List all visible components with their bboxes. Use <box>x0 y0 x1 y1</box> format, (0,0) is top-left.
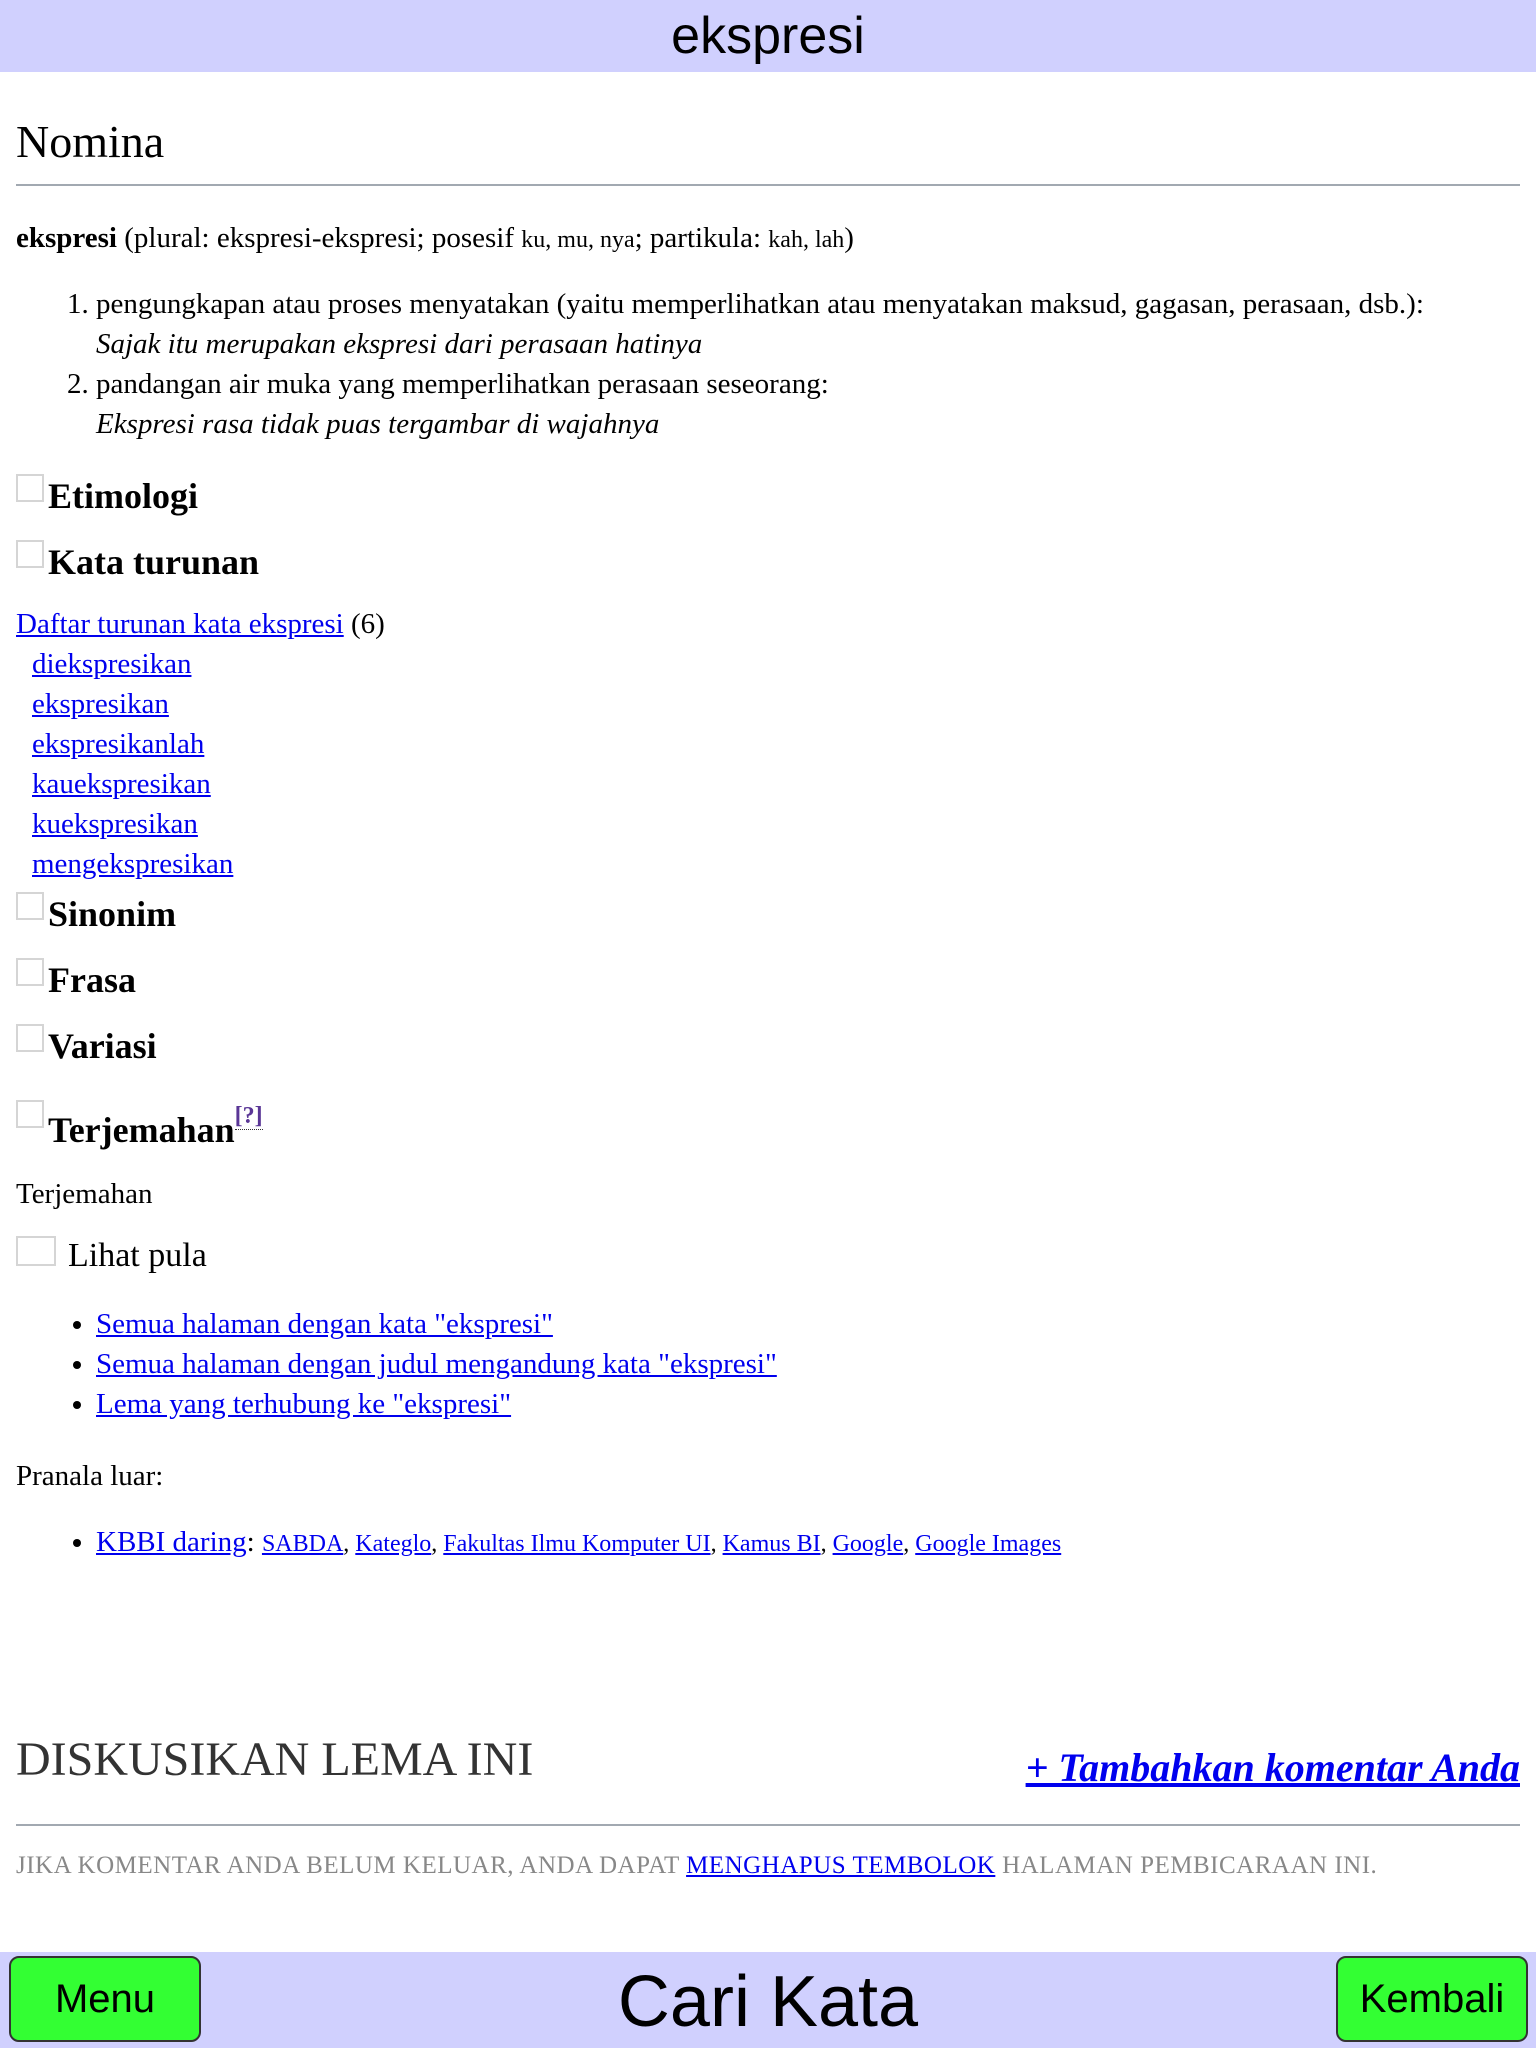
derived-words <box>16 604 1520 884</box>
help-link[interactable]: [?] <box>234 1103 263 1129</box>
sense-example: Sajak itu merupakan ekspresi dari perasaan hatinya <box>96 328 703 360</box>
add-comment-link[interactable]: + Tambahkan komentar Anda <box>1025 1745 1520 1790</box>
notice-text-end: HALAMAN PEMBICARAAN INI. <box>995 1852 1378 1879</box>
external-links-list <box>16 1522 1520 1564</box>
section-title: Frasa <box>48 960 136 1000</box>
google-images-link[interactable]: Google Images <box>915 1531 1062 1557</box>
discussion-heading: DISKUSIKAN LEMA INI <box>16 1733 534 1786</box>
collapse-checkbox[interactable] <box>16 540 44 568</box>
see-also-link[interactable]: Lema yang terhubung ke "ekspresi" <box>96 1388 512 1420</box>
sense-item <box>96 284 1520 364</box>
see-also-link[interactable]: Semua halaman dengan kata "ekspresi" <box>96 1308 553 1340</box>
google-link[interactable]: Google <box>832 1531 904 1557</box>
page-title: ekspresi <box>671 7 865 65</box>
notice-text: JIKA KOMENTAR ANDA BELUM KELUAR, ANDA DAPAT <box>16 1852 687 1879</box>
kamus-bi-link[interactable]: Kamus BI <box>722 1531 821 1557</box>
derived-word-link[interactable]: ekspresikan <box>32 688 169 720</box>
derived-word-link[interactable]: diekspresikan <box>32 648 192 680</box>
sense-example: Ekspresi rasa tidak puas tergambar di wajahnya <box>96 408 660 440</box>
section-terjemahan[interactable] <box>16 1100 1520 1152</box>
menu-button[interactable]: Menu <box>9 1956 201 2042</box>
derived-word-link[interactable]: kauekspresikan <box>32 768 211 800</box>
sense-definition: pengungkapan atau proses menyatakan (yaitu memperlihatkan atau menyatakan maksud, gagasan, perasaan, dsb.): <box>96 288 1424 320</box>
section-title: Variasi <box>48 1026 157 1066</box>
headword-line <box>16 218 1520 260</box>
list-item: • KBBI daring: SABDA, Kateglo, Fakultas Ilmu Komputer UI, Kamus BI, Google, Google Images <box>96 1522 1520 1564</box>
close-paren: ) <box>844 222 854 254</box>
collapse-checkbox[interactable] <box>16 1024 44 1052</box>
kateglo-link[interactable]: Kateglo <box>355 1531 432 1557</box>
sense-definition: pandangan air muka yang memperlihatkan perasaan seseorang: <box>96 368 829 400</box>
top-bar <box>0 0 1536 72</box>
separator: : <box>246 1526 262 1558</box>
external-links-label: Pranala luar: <box>16 1460 164 1492</box>
list-item <box>96 1344 1520 1384</box>
section-title: Sinonim <box>48 894 177 934</box>
collapse-checkbox[interactable] <box>16 958 44 986</box>
derived-word-link[interactable]: kuekspresikan <box>32 808 198 840</box>
section-etimologi[interactable] <box>16 474 1520 518</box>
section-kata-turunan[interactable] <box>16 540 1520 584</box>
sense-item <box>96 364 1520 444</box>
partikula-label: ; partikula: <box>634 222 769 254</box>
section-variasi[interactable] <box>16 1024 1520 1068</box>
derived-list <box>16 644 1520 884</box>
collapse-checkbox[interactable] <box>16 474 44 502</box>
kbbi-daring-link[interactable]: KBBI daring <box>96 1526 247 1558</box>
purge-notice <box>16 1846 1377 1886</box>
section-title: Kata turunan <box>48 542 260 582</box>
see-also-link[interactable]: Semua halaman dengan judul mengandung kata "ekspresi" <box>96 1348 777 1380</box>
partikula-forms: kah, lah <box>768 227 845 253</box>
sabda-link[interactable]: SABDA <box>261 1531 344 1557</box>
plural-label: (plural: ekspresi-ekspresi; posesif <box>124 222 522 254</box>
collapse-checkbox[interactable] <box>16 1100 44 1128</box>
sense-list <box>16 284 1520 444</box>
discussion-header <box>16 1728 1520 1826</box>
section-sinonim[interactable] <box>16 892 1520 936</box>
derived-word-link[interactable]: mengekspresikan <box>32 848 234 880</box>
section-lihat-pula[interactable] <box>16 1234 1520 1278</box>
entry-content <box>16 100 1520 1564</box>
posesif-forms: ku, mu, nya <box>521 227 635 253</box>
section-title: Lihat pula <box>68 1237 207 1274</box>
section-frasa[interactable] <box>16 958 1520 1002</box>
fasilkom-ui-link[interactable]: Fakultas Ilmu Komputer UI <box>443 1531 711 1557</box>
collapse-checkbox[interactable] <box>16 1236 56 1266</box>
search-title[interactable]: Cari Kata <box>617 1962 919 2042</box>
purge-cache-link[interactable]: MENGHAPUS TEMBOLOK <box>686 1852 996 1879</box>
terjemahan-text: Terjemahan <box>16 1178 153 1210</box>
collapse-checkbox[interactable] <box>16 892 44 920</box>
headword: ekspresi <box>16 222 117 254</box>
section-title: Terjemahan <box>48 1110 235 1150</box>
derived-count: (6) <box>350 608 385 640</box>
see-also-list <box>16 1304 1520 1424</box>
section-title: Etimologi <box>48 476 198 516</box>
list-item <box>96 1384 1520 1424</box>
part-of-speech-heading: Nomina <box>16 100 1520 186</box>
bottom-bar <box>0 1952 1536 2048</box>
derived-word-link[interactable]: ekspresikanlah <box>32 728 205 760</box>
list-item <box>96 1304 1520 1344</box>
derived-list-link[interactable]: Daftar turunan kata ekspresi <box>16 608 344 640</box>
back-button[interactable]: Kembali <box>1336 1956 1528 2042</box>
